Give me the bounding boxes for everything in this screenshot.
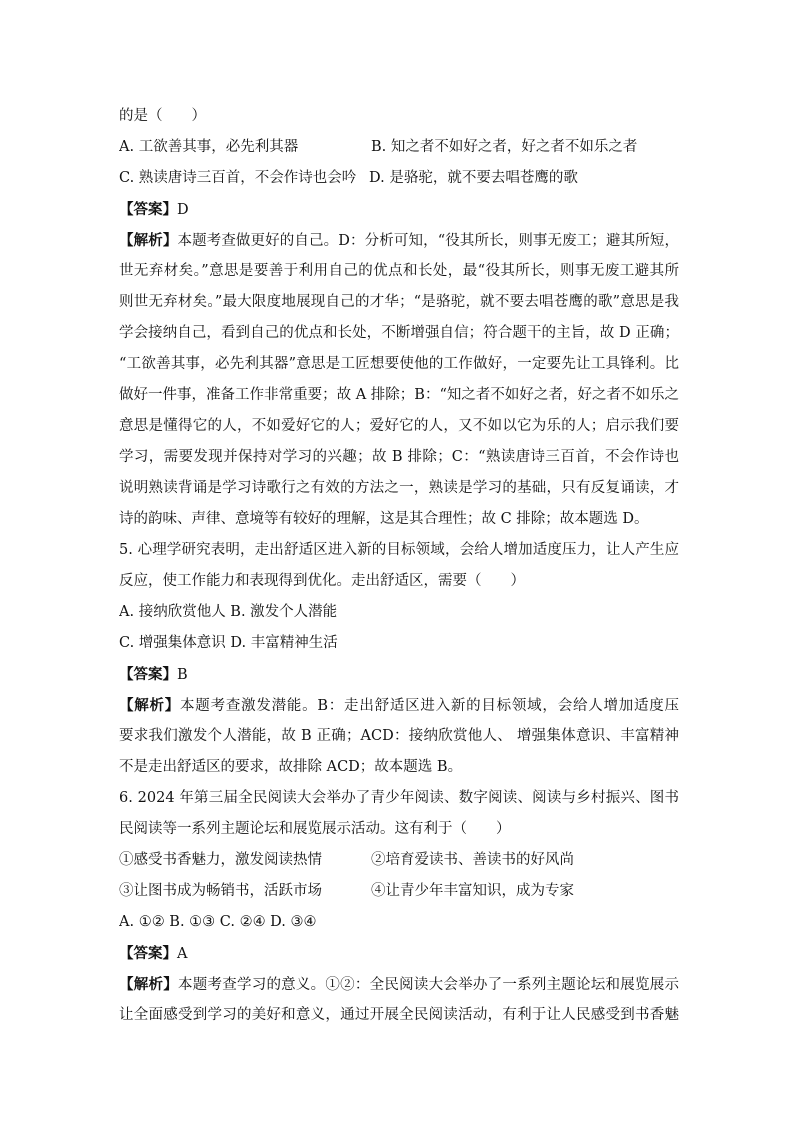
- option-d: D. 是骆驼，就不要去唱苍鹰的歌: [369, 170, 578, 186]
- answer-value: D: [177, 202, 189, 218]
- analysis-text: 本题考查做更好的自己。D：分析可知，“役其所长，则事无废工；避其所短，: [177, 233, 679, 249]
- question-5-analysis-line: 不是走出舒适区的要求，故排除 ACD；故本题选 B。: [119, 759, 463, 775]
- question-4-stem-tail: 的是（ ）: [119, 108, 206, 124]
- question-6-items-row-2: [119, 876, 679, 907]
- item-3: ③让图书成为畅销书，活跃市场: [119, 883, 322, 899]
- question-5-options-row-1: A. 接纳欣赏他人 B. 激发个人潜能: [119, 604, 338, 620]
- question-4-options-row-1: [119, 132, 679, 163]
- option-c: C. 熟读唐诗三百首，不会作诗也会吟: [119, 170, 357, 186]
- option-a: A. 工欲善其事，必先利其器: [119, 139, 299, 155]
- analysis-text: 本题考查激发潜能。B：走出舒适区进入新的目标领域，会给人增加适度压: [180, 698, 679, 714]
- question-4-analysis-line: “工欲善其事，必先利其器”意思是工匠想要使他的工作做好，一定要先让工具锋利。比: [119, 356, 679, 372]
- question-6-analysis-line: 让全面感受到学习的美好和意义，通过开展全民阅读活动，有利于让人民感受到书香魅: [119, 1007, 679, 1023]
- question-6-analysis-line: [119, 969, 679, 1000]
- analysis-tag: 【解析】: [119, 697, 181, 714]
- question-4-analysis-line: 学会接纳自己，看到自己的优点和长处，不断增强自信；符合题干的主旨，故 D 正确；: [119, 325, 679, 341]
- analysis-tag: 【解析】: [119, 976, 178, 993]
- question-6-options: A. ①② B. ①③ C. ②④ D. ③④: [119, 914, 317, 930]
- analysis-text: 本题考查学习的意义。①②：全民阅读大会举办了一系列主题论坛和展览展示: [177, 977, 679, 993]
- answer-value: A: [177, 946, 188, 962]
- question-4-analysis-line: 世无弃材矣。”意思是要善于利用自己的优点和长处，最“役其所长，则事无废工避其所: [119, 263, 679, 279]
- item-2: ②培育爱读书、善读书的好风尚: [371, 852, 574, 868]
- question-4-analysis-line: [119, 225, 679, 256]
- answer-tag: 【答案】: [119, 666, 177, 683]
- question-6-answer: [119, 938, 679, 969]
- question-4-analysis-line: 意思是懂得它的人，不如爱好它的人；爱好它的人，又不如以它为乐的人；启示我们要: [119, 418, 679, 434]
- question-5-options-row-2: C. 增强集体意识 D. 丰富精神生活: [119, 635, 338, 651]
- answer-tag: 【答案】: [119, 201, 177, 218]
- question-4-options-row-2: [119, 163, 679, 194]
- question-4-analysis-line: 说明熟读背诵是学习诗歌行之有效的方法之一，熟读是学习的基础，只有反复诵读，才: [119, 480, 679, 496]
- analysis-tag: 【解析】: [119, 232, 178, 249]
- answer-value: B: [177, 667, 188, 683]
- option-b: B. 知之者不如好之者，好之者不如乐之者: [371, 139, 638, 155]
- question-4-analysis-line: 学习，需要发现并保持对学习的兴趣；故 B 排除；C：“熟读唐诗三百首，不会作诗也: [119, 449, 679, 465]
- item-4: ④让青少年丰富知识，成为专家: [371, 883, 574, 899]
- question-5-stem: 5. 心理学研究表明，走出舒适区进入新的目标领域，会给人增加适度压力，让人产生应: [119, 542, 679, 558]
- question-6-items-row-1: [119, 845, 679, 876]
- question-5-answer: [119, 659, 679, 690]
- question-5-stem: 反应，使工作能力和表现得到优化。走出舒适区，需要（ ）: [119, 573, 525, 589]
- item-1: ①感受书香魅力，激发阅读热情: [119, 852, 322, 868]
- question-6-stem: 6. 2024 年第三届全民阅读大会举办了青少年阅读、数字阅读、阅读与乡村振兴、图书: [119, 790, 679, 806]
- question-5-analysis-line: [119, 690, 679, 721]
- question-6-stem: 民阅读等一系列主题论坛和展览展示活动。这有利于（ ）: [119, 821, 511, 837]
- page-content: [119, 101, 679, 1031]
- question-4-analysis-line: 做好一件事，准备工作非常重要；故 A 排除；B：“知之者不如好之者，好之者不如乐之: [119, 387, 679, 403]
- question-4-analysis-line: 则世无弃材矣。”最大限度地展现自己的才华；“是骆驼，就不要去唱苍鹰的歌”意思是我: [119, 294, 679, 310]
- answer-tag: 【答案】: [119, 945, 177, 962]
- question-4-analysis-line: 诗的韵味、声律、意境等有较好的理解，这是其合理性；故 C 排除；故本题选 D。: [119, 511, 649, 527]
- question-5-analysis-line: 要求我们激发个人潜能，故 B 正确；ACD：接纳欣赏他人、 增强集体意识、丰富精神: [119, 728, 679, 744]
- question-4-answer: [119, 194, 679, 225]
